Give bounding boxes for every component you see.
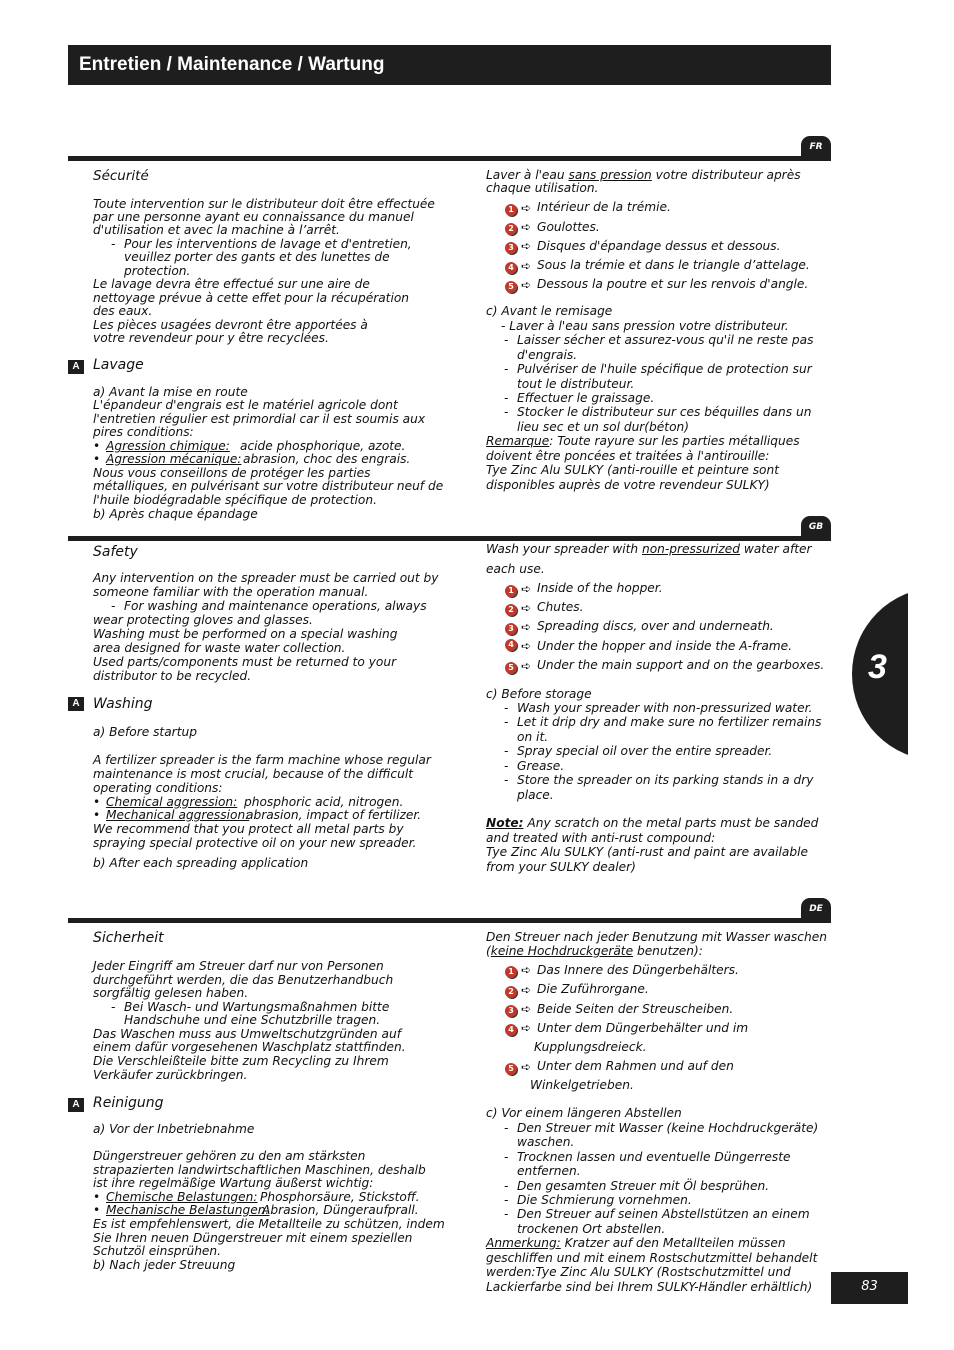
gb-num-3: 3 <box>505 623 517 635</box>
fr-storage-d0: Laisser sécher et assurez-vous qu'il ne reste pas <box>517 333 814 347</box>
gb-wash-b: b) After each spreading application <box>93 856 309 870</box>
de-intro-line1: Den Streuer nach jeder Benutzung mit Wasser waschen <box>486 930 827 944</box>
fr-arrow-icon-4: ➪ <box>521 259 532 273</box>
gb-note-line1: Note: Any scratch on the metal parts must be sanded <box>486 816 819 830</box>
fr-item-5: Dessous la poutre et sur les renvois d'angle. <box>537 277 809 291</box>
gb-num-2: 2 <box>505 604 517 616</box>
gb-safety-l1: someone familiar with the operation manual. <box>93 585 369 599</box>
de-storage-d3: entfernen. <box>517 1164 581 1178</box>
de-safety-d1: Handschuhe und eine Schutzbrille tragen. <box>124 1013 381 1027</box>
de-chem-label: Chemische Belastungen: <box>106 1190 258 1204</box>
de-wash-m2: Schutzöl einsprühen. <box>93 1244 222 1258</box>
fr-safety-d1: veuillez porter des gants et des lunettes de <box>124 250 390 264</box>
de-wash-m0: Es ist empfehlenswert, die Metallteile zu schützen, indem <box>93 1217 445 1231</box>
gb-wash-m1: spraying special protective oil on your new spreader. <box>93 836 417 850</box>
fr-safety-l1: par une personne ayant eu connaissance du manuel <box>93 210 414 224</box>
lang-tab-fr: FR <box>801 136 831 158</box>
gb-storage-dash-5: - <box>504 773 509 787</box>
gb-storage-dash-3: - <box>504 744 509 758</box>
de-storage-dash-5: - <box>504 1207 509 1221</box>
fr-item-2: Goulottes. <box>537 220 600 234</box>
de-note-line1: Anmerkung: Kratzer auf den Metallteilen müssen <box>486 1236 786 1250</box>
gb-mech-value: abrasion, impact of fertilizer. <box>246 808 422 822</box>
gb-wash-title: Washing <box>93 696 153 712</box>
de-mech-label: Mechanische Belastungen: <box>106 1203 270 1217</box>
de-section-badge: A <box>68 1098 84 1112</box>
de-intro-line2: (keine Hochdruckgeräte benutzen): <box>486 944 703 958</box>
fr-storage-dash-1: - <box>504 333 509 347</box>
gb-chem-value: phosphoric acid, nitrogen. <box>244 795 404 809</box>
fr-item-4: Sous la trémie et dans le triangle d’attelage. <box>537 258 810 272</box>
lang-tab-gb: GB <box>801 516 831 538</box>
fr-storage-dash-4: - <box>504 405 509 419</box>
fr-note-l1: Tye Zinc Alu SULKY (anti-rouille et peinture sont <box>486 463 780 477</box>
de-chem-value: Phosphorsäure, Stickstoff. <box>260 1190 420 1204</box>
fr-storage-dash-3: - <box>504 391 509 405</box>
de-item-5-cont: Winkelgetrieben. <box>530 1078 634 1092</box>
fr-intro-line2: chaque utilisation. <box>486 181 599 195</box>
de-item-3: Beide Seiten der Streuscheiben. <box>537 1002 734 1016</box>
fr-wash-l0: L'épandeur d'engrais est le matériel agricole dont <box>93 398 398 412</box>
gb-storage-dash-1: - <box>504 701 509 715</box>
de-wash-b: b) Nach jeder Streuung <box>93 1258 236 1272</box>
fr-safety-l0: Toute intervention sur le distributeur doit être effectuée <box>93 197 435 211</box>
de-num-1: 1 <box>505 966 517 978</box>
de-storage-dash-3: - <box>504 1179 509 1193</box>
de-storage-d0: Den Streuer mit Wasser (keine Hochdruckgeräte) <box>517 1121 819 1135</box>
fr-bullet-2: • <box>93 452 101 466</box>
gb-chem-label: Chemical aggression: <box>106 795 238 809</box>
gb-item-1: Inside of the hopper. <box>537 581 663 595</box>
de-arrow-icon-3: ➪ <box>521 1002 532 1016</box>
gb-arrow-icon-4: ➪ <box>521 639 532 653</box>
gb-storage-d5: Store the spreader on its parking stands in a dry <box>517 773 814 787</box>
gb-safety-m2: area designed for waste water collection. <box>93 641 346 655</box>
lang-tab-de: DE <box>801 898 831 920</box>
fr-num-4: 4 <box>505 262 517 274</box>
section-rule-fr <box>68 156 831 161</box>
fr-storage-first: - Laver à l'eau sans pression votre distributeur. <box>501 319 789 333</box>
fr-wash-b: b) Après chaque épandage <box>93 507 258 521</box>
fr-safety-l2: d'utilisation et avec la machine à l’arrêt. <box>93 223 340 237</box>
fr-storage-d1: d'engrais. <box>517 348 578 362</box>
de-storage-d6: Den Streuer auf seinen Abstellstützen an einem <box>517 1207 810 1221</box>
de-note-l0: geschliffen und mit einem Rostschutzmittel behandelt <box>486 1251 818 1265</box>
gb-num-1: 1 <box>505 585 517 597</box>
gb-wash-a: a) Before startup <box>93 725 197 739</box>
de-item-4: Unter dem Düngerbehälter und im <box>537 1021 749 1035</box>
de-wash-a: a) Vor der Inbetriebnahme <box>93 1122 255 1136</box>
de-wash-l1: strapazierten landwirtschaftlichen Maschinen, deshalb <box>93 1163 426 1177</box>
fr-safety-d0: Pour les interventions de lavage et d'entretien, <box>124 237 412 251</box>
de-mech-value: Abrasion, Düngeraufprall. <box>262 1203 419 1217</box>
de-num-3: 3 <box>505 1005 517 1017</box>
de-note-l1: werden:Tye Zinc Alu SULKY (Rostschutzmittel und <box>486 1265 791 1279</box>
de-num-5: 5 <box>505 1063 517 1075</box>
gb-item-3: Spreading discs, over and underneath. <box>537 619 774 633</box>
de-wash-m1: Sie Ihren neuen Düngerstreuer mit einem speziellen <box>93 1231 413 1245</box>
fr-wash-a: a) Avant la mise en route <box>93 385 248 399</box>
fr-chem-label: Agression chimique: <box>106 439 230 453</box>
de-wash-l0: Düngerstreuer gehören zu den am stärksten <box>93 1149 366 1163</box>
de-arrow-icon-5: ➪ <box>521 1060 532 1074</box>
gb-storage-d1: Let it drip dry and make sure no fertilizer remains <box>517 715 822 729</box>
fr-wash-title: Lavage <box>93 357 144 373</box>
gb-arrow-icon-5: ➪ <box>521 659 532 673</box>
fr-item-3: Disques d'épandage dessus et dessous. <box>537 239 781 253</box>
gb-section-badge: A <box>68 697 84 711</box>
gb-mech-label: Mechanical aggression: <box>106 808 250 822</box>
gb-num-5: 5 <box>505 662 517 674</box>
de-safety-l1: durchgeführt werden, die das Benutzerhandbuch <box>93 973 394 987</box>
gb-item-4: Under the hopper and inside the A-frame. <box>537 639 793 653</box>
fr-arrow-icon-2: ➪ <box>521 220 532 234</box>
de-storage-dash-1: - <box>504 1121 509 1135</box>
gb-intro-line1: Wash your spreader with non-pressurized water after <box>486 542 812 556</box>
gb-item-2: Chutes. <box>537 600 584 614</box>
gb-wash-l2: operating conditions: <box>93 781 223 795</box>
fr-storage-title: c) Avant le remisage <box>486 304 613 318</box>
fr-num-1: 1 <box>505 204 517 216</box>
fr-safety-m3: Les pièces usagées devront être apportées à <box>93 318 368 332</box>
de-safety-dash: - <box>111 1000 116 1014</box>
fr-storage-d3: tout le distributeur. <box>517 377 635 391</box>
fr-note-l2: disponibles auprès de votre revendeur SULKY) <box>486 478 770 492</box>
page-number: 83 <box>831 1272 908 1304</box>
de-safety-l2: sorgfältig gelesen haben. <box>93 986 249 1000</box>
de-storage-d2: Trocknen lassen und eventuelle Düngerreste <box>517 1150 791 1164</box>
fr-arrow-icon-5: ➪ <box>521 278 532 292</box>
section-rule-gb <box>68 536 831 541</box>
gb-intro-line2: each use. <box>486 562 545 576</box>
fr-mech-value: abrasion, choc des engrais. <box>243 452 411 466</box>
fr-mech-label: Agression mécanique: <box>106 452 242 466</box>
gb-storage-d3: Spray special oil over the entire spreader. <box>517 744 773 758</box>
gb-arrow-icon-1: ➪ <box>521 582 532 596</box>
gb-note-l0: and treated with anti-rust compound: <box>486 831 716 845</box>
de-storage-d1: waschen. <box>517 1135 575 1149</box>
fr-bullet-1: • <box>93 439 101 453</box>
fr-storage-d5: Stocker le distributeur sur ces béquilles dans un <box>517 405 812 419</box>
gb-item-5: Under the main support and on the gearboxes. <box>537 658 825 672</box>
fr-note-l0: doivent être poncées et traitées à l'antirouille: <box>486 449 770 463</box>
de-bullet-2: • <box>93 1203 101 1217</box>
fr-safety-m0: Le lavage devra être effectué sur une aire de <box>93 277 370 291</box>
gb-bullet-2: • <box>93 808 101 822</box>
gb-bullet-1: • <box>93 795 101 809</box>
page-header: Entretien / Maintenance / Wartung <box>68 45 831 85</box>
de-note-l2: Lackierfarbe sind bei Ihrem SULKY-Händler erhältlich) <box>486 1280 813 1294</box>
de-safety-m1: einem dafür vorgesehenen Waschplatz stattfinden. <box>93 1040 406 1054</box>
de-safety-d0: Bei Wasch- und Wartungsmaßnahmen bitte <box>124 1000 390 1014</box>
de-storage-d5: Die Schmierung vornehmen. <box>517 1193 692 1207</box>
de-item-1: Das Innere des Düngerbehälters. <box>537 963 739 977</box>
de-arrow-icon-1: ➪ <box>521 963 532 977</box>
de-safety-m2: Die Verschleißteile bitte zum Recycling zu Ihrem <box>93 1054 389 1068</box>
fr-safety-m2: des eaux. <box>93 304 153 318</box>
fr-safety-title: Sécurité <box>93 168 149 184</box>
de-storage-d4: Den gesamten Streuer mit Öl besprühen. <box>517 1179 770 1193</box>
de-item-5: Unter dem Rahmen und auf den <box>537 1059 734 1073</box>
de-safety-title: Sicherheit <box>93 930 164 946</box>
fr-intro-line1: Laver à l'eau sans pression votre distributeur après <box>486 168 801 182</box>
de-num-2: 2 <box>505 986 517 998</box>
de-wash-title: Reinigung <box>93 1095 164 1111</box>
fr-section-badge: A <box>68 360 84 374</box>
gb-safety-m1: Washing must be performed on a special washing <box>93 627 398 641</box>
fr-num-3: 3 <box>505 242 517 254</box>
fr-note-line1: Remarque: Toute rayure sur les parties métalliques <box>486 434 800 448</box>
de-safety-m0: Das Waschen muss aus Umweltschutzgründen auf <box>93 1027 401 1041</box>
gb-storage-dash-4: - <box>504 759 509 773</box>
fr-num-5: 5 <box>505 281 517 293</box>
fr-wash-l1: l'entretien régulier est primordial car il est soumis aux <box>93 412 426 426</box>
fr-arrow-icon-1: ➪ <box>521 201 532 215</box>
de-storage-dash-2: - <box>504 1150 509 1164</box>
de-arrow-icon-4: ➪ <box>521 1021 532 1035</box>
de-safety-m3: Verkäufer zurückbringen. <box>93 1068 248 1082</box>
de-storage-title: c) Vor einem längeren Abstellen <box>486 1106 682 1120</box>
gb-safety-m4: distributor to be recycled. <box>93 669 252 683</box>
gb-note-l1: Tye Zinc Alu SULKY (anti-rust and paint are available <box>486 845 808 859</box>
fr-safety-m4: votre revendeur pour y être recyclées. <box>93 331 329 345</box>
fr-safety-d2: protection. <box>124 264 191 278</box>
fr-arrow-icon-3: ➪ <box>521 239 532 253</box>
de-item-2: Die Zuführorgane. <box>537 982 649 996</box>
gb-wash-m0: We recommend that you protect all metal parts by <box>93 822 404 836</box>
fr-item-1: Intérieur de la trémie. <box>537 200 671 214</box>
fr-storage-d2: Pulvériser de l'huile spécifique de protection sur <box>517 362 812 376</box>
fr-chem-value: acide phosphorique, azote. <box>240 439 406 453</box>
fr-wash-l2: pires conditions: <box>93 425 194 439</box>
gb-safety-l0: Any intervention on the spreader must be carried out by <box>93 571 439 585</box>
de-safety-l0: Jeder Eingriff am Streuer darf nur von Personen <box>93 959 384 973</box>
fr-storage-dash-2: - <box>504 362 509 376</box>
gb-storage-dash-2: - <box>504 715 509 729</box>
gb-storage-title: c) Before storage <box>486 687 592 701</box>
gb-safety-m0: wear protecting gloves and glasses. <box>93 613 313 627</box>
de-item-4-cont: Kupplungsdreieck. <box>534 1040 647 1054</box>
chapter-number: 3 <box>868 648 887 686</box>
fr-storage-d4: Effectuer le graissage. <box>517 391 655 405</box>
de-storage-dash-4: - <box>504 1193 509 1207</box>
gb-safety-m3: Used parts/components must be returned to your <box>93 655 397 669</box>
de-bullet-1: • <box>93 1190 101 1204</box>
de-arrow-icon-2: ➪ <box>521 983 532 997</box>
gb-wash-l0: A fertilizer spreader is the farm machine whose regular <box>93 753 431 767</box>
gb-storage-d6: place. <box>517 788 554 802</box>
gb-num-4: 4 <box>505 639 517 651</box>
de-num-4: 4 <box>505 1024 517 1036</box>
gb-arrow-icon-2: ➪ <box>521 601 532 615</box>
gb-storage-d4: Grease. <box>517 759 565 773</box>
fr-storage-d6: lieu sec et un sol dur(béton) <box>517 420 690 434</box>
de-wash-l2: ist ihre regelmäßige Wartung äußerst wichtig: <box>93 1176 374 1190</box>
fr-safety-m1: nettoyage prévue à cette effet pour la récupération <box>93 291 410 305</box>
gb-storage-d2: on it. <box>517 730 549 744</box>
fr-safety-dash: - <box>111 237 116 251</box>
fr-wash-m0: Nous vous conseillons de protéger les parties <box>93 466 371 480</box>
gb-storage-d0: Wash your spreader with non-pressurized water. <box>517 701 813 715</box>
de-storage-d7: trockenen Ort abstellen. <box>517 1222 666 1236</box>
gb-safety-d0: For washing and maintenance operations, always <box>124 599 427 613</box>
gb-wash-l1: maintenance is most crucial, because of the difficult <box>93 767 414 781</box>
fr-wash-m2: l'huile biodégradable spécifique de protection. <box>93 493 377 507</box>
gb-safety-dash: - <box>111 599 116 613</box>
section-rule-de <box>68 918 831 923</box>
fr-wash-m1: métalliques, en pulvérisant sur votre distributeur neuf de <box>93 479 444 493</box>
gb-safety-title: Safety <box>93 544 138 560</box>
gb-arrow-icon-3: ➪ <box>521 620 532 634</box>
fr-num-2: 2 <box>505 223 517 235</box>
gb-note-l2: from your SULKY dealer) <box>486 860 636 874</box>
